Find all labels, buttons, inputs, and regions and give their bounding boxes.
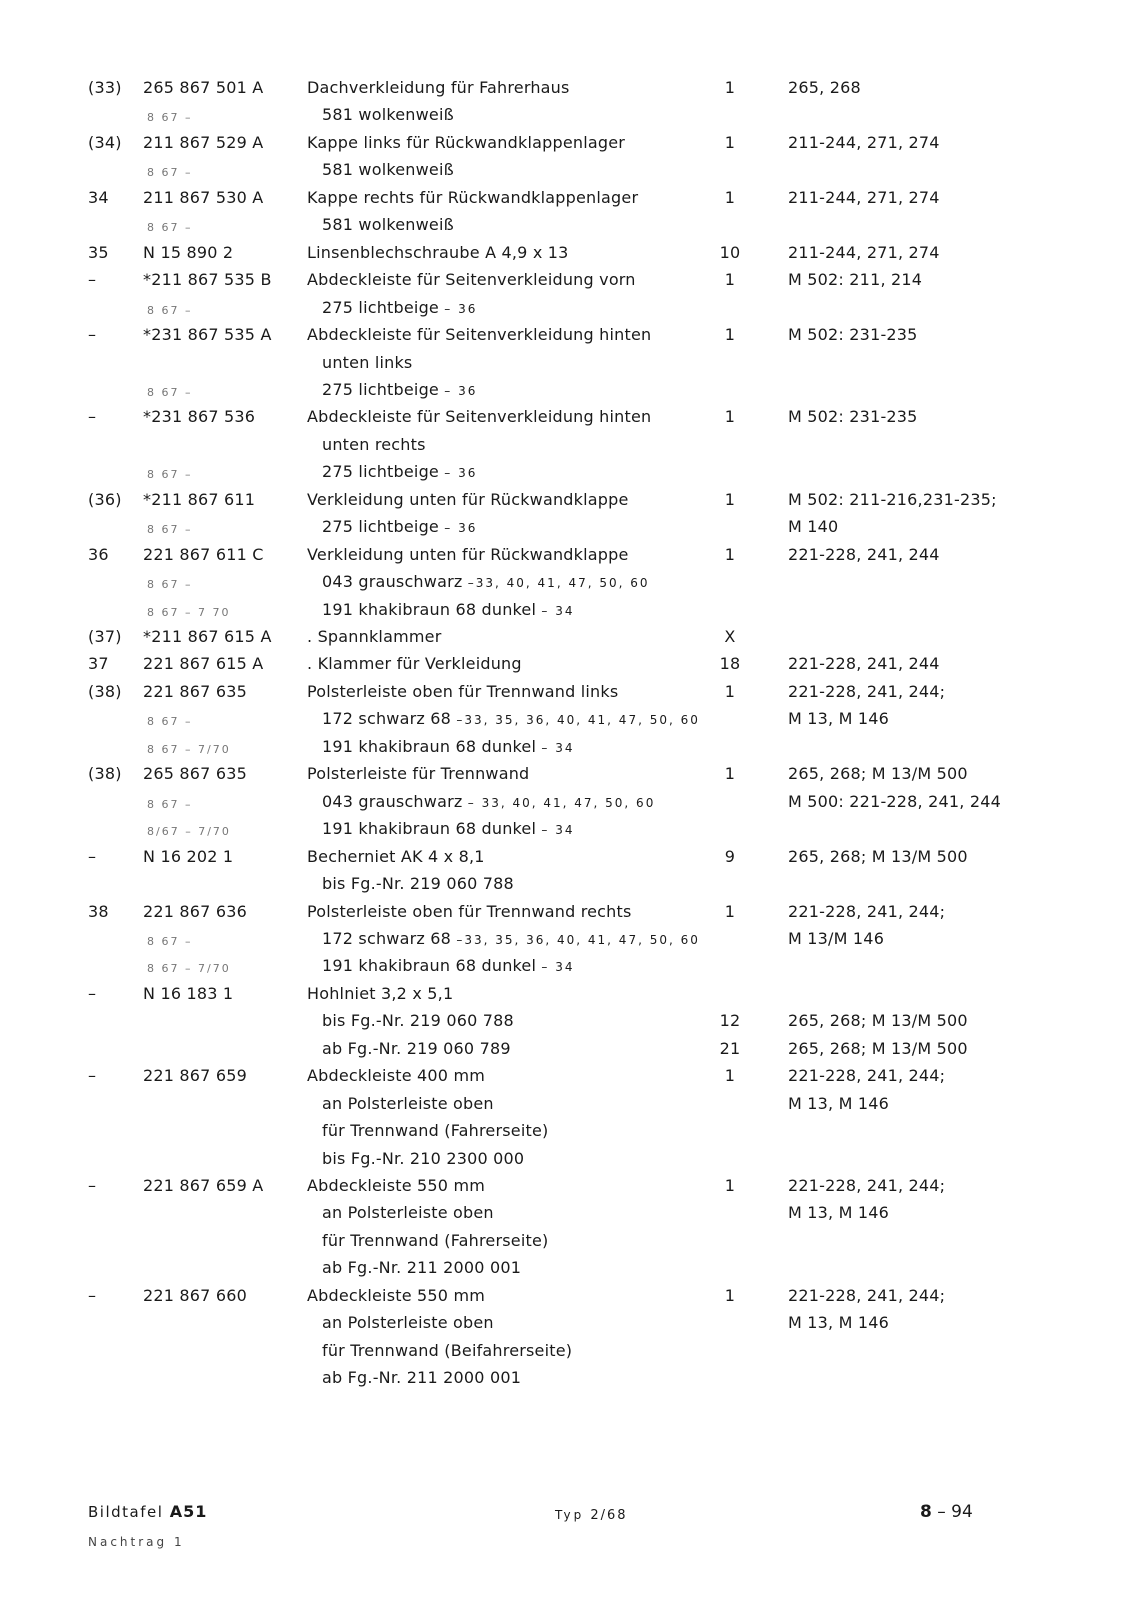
description-text: Polsterleiste oben für Trennwand links — [307, 681, 619, 701]
part-number: N 16 183 1 — [143, 983, 234, 1003]
table-row — [0, 133, 1136, 161]
description — [322, 1039, 511, 1059]
color-codes: –33, 35, 36, 40, 41, 47, 50, 60 — [456, 713, 700, 728]
model-applicability: M 13, M 146 — [788, 709, 890, 729]
position-number: (33) — [88, 78, 122, 97]
description-text: 275 lichtbeige — [322, 297, 439, 317]
model-applicability: 265, 268; M 13/M 500 — [788, 1038, 968, 1058]
date-range: 8 67 – — [147, 385, 193, 399]
position-number: – — [88, 325, 97, 345]
description — [322, 709, 700, 730]
description-text: 581 wolkenweiß — [322, 160, 454, 180]
position-number: 36 — [88, 544, 109, 564]
description — [307, 654, 522, 674]
date-range: 8 67 – — [147, 166, 193, 180]
table-row — [0, 1011, 1136, 1039]
part-number: 211 867 530 A — [143, 187, 264, 207]
description — [322, 380, 477, 401]
part-number: 221 867 659 A — [143, 1176, 264, 1195]
color-codes: –33, 40, 41, 47, 50, 60 — [467, 576, 650, 591]
table-row — [0, 1231, 1136, 1259]
description — [307, 682, 618, 702]
description — [322, 1011, 514, 1031]
description — [322, 1149, 524, 1169]
table-row — [0, 270, 1136, 298]
description-text: Kappe rechts für Rückwandklappenlager — [307, 187, 639, 207]
table-row — [0, 572, 1136, 600]
color-codes: – 34 — [541, 603, 575, 618]
page-section: 8 — [920, 1502, 932, 1522]
position-number: – — [88, 983, 97, 1003]
date-range: 8 67 – 7/70 — [147, 962, 231, 976]
quantity: 1 — [724, 270, 736, 290]
description — [322, 298, 477, 319]
description — [322, 792, 655, 813]
description — [307, 243, 569, 263]
model-applicability: 265, 268; M 13/M 500 — [788, 764, 968, 784]
color-codes: –33, 35, 36, 40, 41, 47, 50, 60 — [456, 932, 700, 947]
part-number: N 16 202 1 — [143, 846, 234, 866]
position-number: (34) — [88, 132, 122, 152]
model-applicability: 221-228, 241, 244 — [788, 544, 940, 564]
date-range: 8 67 – 7 70 — [147, 605, 231, 619]
quantity: 10 — [719, 242, 741, 262]
description — [307, 1066, 485, 1086]
model-applicability: M 500: 221-228, 241, 244 — [788, 791, 1001, 811]
quantity: 21 — [719, 1038, 741, 1058]
position-number: 37 — [88, 654, 109, 674]
description-text: 191 khakibraun 68 dunkel — [322, 956, 537, 976]
footer-nachtrag: Nachtrag 1 — [88, 1535, 185, 1549]
description — [322, 462, 477, 483]
part-number: 221 867 611 C — [143, 544, 264, 564]
description — [307, 984, 453, 1004]
table-row — [0, 654, 1136, 682]
quantity: 1 — [724, 407, 736, 427]
date-range: 8 67 – — [147, 468, 193, 482]
quantity: 1 — [724, 901, 736, 921]
description — [322, 1094, 494, 1114]
quantity: 9 — [724, 846, 736, 866]
description — [322, 874, 514, 894]
description-text: 275 lichtbeige — [322, 462, 439, 482]
color-codes: – 36 — [444, 521, 478, 536]
description — [307, 133, 625, 153]
description-text: an Polsterleiste oben — [322, 1093, 494, 1113]
table-row — [0, 819, 1136, 847]
table-row — [0, 517, 1136, 545]
description — [322, 1121, 548, 1141]
description-text: 043 grauschwarz — [322, 791, 463, 811]
quantity: 1 — [724, 132, 736, 152]
table-row — [0, 600, 1136, 628]
model-applicability: 211-244, 271, 274 — [788, 187, 940, 207]
table-row — [0, 435, 1136, 463]
part-number: 221 867 635 — [143, 681, 247, 701]
description — [307, 325, 651, 345]
date-range: 8/67 – 7/70 — [147, 825, 231, 839]
description-text: 581 wolkenweiß — [322, 215, 454, 235]
description — [322, 105, 454, 125]
date-range: 8 67 – — [147, 797, 193, 811]
table-row — [0, 1341, 1136, 1369]
table-row — [0, 682, 1136, 710]
position-number: – — [88, 846, 97, 866]
table-row — [0, 874, 1136, 902]
description — [307, 627, 441, 647]
date-range: 8 67 – — [147, 221, 193, 235]
model-applicability: M 13, M 146 — [788, 1093, 890, 1113]
quantity: 1 — [724, 489, 736, 509]
description-text: Verkleidung unten für Rückwandklappe — [307, 489, 629, 509]
description-text: Polsterleiste für Trennwand — [307, 764, 530, 784]
description — [322, 1368, 521, 1388]
typ-value: 2/68 — [590, 1508, 628, 1523]
description-text: 172 schwarz 68 — [322, 709, 452, 729]
position-number: 38 — [88, 901, 109, 921]
table-row — [0, 1121, 1136, 1149]
description-text: Hohlniet 3,2 x 5,1 — [307, 983, 454, 1003]
table-row — [0, 737, 1136, 765]
description — [307, 407, 651, 427]
part-number: 265 867 501 A — [143, 78, 264, 97]
model-applicability: M 13, M 146 — [788, 1203, 890, 1223]
model-applicability: M 502: 211, 214 — [788, 270, 923, 290]
description-text: 191 khakibraun 68 dunkel — [322, 599, 537, 619]
table-row — [0, 545, 1136, 573]
footer-page-number — [920, 1502, 973, 1522]
description-text: bis Fg.-Nr. 210 2300 000 — [322, 1148, 525, 1168]
table-row — [0, 956, 1136, 984]
model-applicability: 211-244, 271, 274 — [788, 132, 940, 152]
table-row — [0, 1368, 1136, 1396]
table-row — [0, 764, 1136, 792]
description — [322, 600, 575, 621]
model-applicability: M 502: 231-235 — [788, 325, 918, 345]
description — [322, 160, 454, 180]
table-row — [0, 407, 1136, 435]
description — [322, 353, 412, 373]
description — [322, 956, 575, 977]
description-text: Abdeckleiste 400 mm — [307, 1066, 486, 1086]
model-applicability: 221-228, 241, 244; — [788, 1176, 946, 1195]
quantity: 1 — [724, 325, 736, 345]
description-text: Abdeckleiste 550 mm — [307, 1176, 486, 1195]
table-row — [0, 105, 1136, 133]
table-row — [0, 902, 1136, 930]
footer-bildtafel — [88, 1502, 207, 1521]
typ-label: Typ — [555, 1508, 585, 1522]
description — [322, 1341, 572, 1361]
description-text: unten links — [322, 352, 413, 372]
description-text: 581 wolkenweiß — [322, 105, 454, 125]
footer-typ — [555, 1508, 628, 1523]
quantity: 1 — [724, 681, 736, 701]
color-codes: – 36 — [444, 301, 478, 316]
model-applicability: M 502: 211-216,231-235; — [788, 489, 997, 509]
description-text: ab Fg.-Nr. 211 2000 001 — [322, 1368, 522, 1388]
quantity: 1 — [724, 764, 736, 784]
quantity: 1 — [724, 544, 736, 564]
table-row — [0, 490, 1136, 518]
table-row — [0, 243, 1136, 271]
table-row — [0, 462, 1136, 490]
model-applicability: 221-228, 241, 244; — [788, 901, 946, 921]
model-applicability: 221-228, 241, 244; — [788, 1066, 946, 1086]
model-applicability: 221-228, 241, 244 — [788, 654, 940, 674]
table-row — [0, 1149, 1136, 1177]
table-row — [0, 1176, 1136, 1204]
position-number: (37) — [88, 627, 122, 646]
position-number: (38) — [88, 681, 122, 701]
quantity: 1 — [724, 1066, 736, 1086]
description-text: 275 lichtbeige — [322, 517, 439, 537]
position-number: – — [88, 407, 97, 427]
model-applicability: M 13, M 146 — [788, 1313, 890, 1333]
description — [322, 215, 454, 235]
table-row — [0, 1094, 1136, 1122]
description-text: . Spannklammer — [307, 627, 442, 646]
position-number: (36) — [88, 489, 122, 509]
description — [307, 764, 529, 784]
description — [307, 847, 485, 867]
model-applicability: 221-228, 241, 244; — [788, 681, 946, 701]
model-applicability: M 140 — [788, 517, 839, 537]
model-applicability: 265, 268; M 13/M 500 — [788, 846, 968, 866]
part-number: N 15 890 2 — [143, 242, 234, 262]
position-number: – — [88, 1176, 97, 1195]
table-row — [0, 984, 1136, 1012]
description-text: ab Fg.-Nr. 211 2000 001 — [322, 1258, 522, 1278]
position-number: – — [88, 1066, 97, 1086]
description-text: Verkleidung unten für Rückwandklappe — [307, 544, 629, 564]
table-row — [0, 627, 1136, 655]
description-text: Abdeckleiste für Seitenverkleidung hinten — [307, 325, 652, 345]
position-number: – — [88, 1285, 97, 1305]
description-text: 191 khakibraun 68 dunkel — [322, 819, 537, 839]
table-row — [0, 380, 1136, 408]
description-text: bis Fg.-Nr. 219 060 788 — [322, 1011, 514, 1031]
date-range: 8 67 – — [147, 111, 193, 125]
color-codes: – 34 — [541, 740, 575, 755]
description — [307, 270, 636, 290]
color-codes: – 33, 40, 41, 47, 50, 60 — [467, 795, 656, 810]
part-number: 221 867 659 — [143, 1066, 247, 1086]
description-text: 043 grauschwarz — [322, 572, 463, 592]
part-number: 221 867 615 A — [143, 654, 264, 674]
description — [322, 1258, 521, 1278]
description — [322, 517, 477, 538]
model-applicability: 211-244, 271, 274 — [788, 242, 940, 262]
table-row — [0, 929, 1136, 957]
part-number: *211 867 535 B — [143, 270, 272, 290]
description-text: für Trennwand (Beifahrerseite) — [322, 1340, 573, 1360]
table-row — [0, 1066, 1136, 1094]
table-row — [0, 1286, 1136, 1314]
description-text: 191 khakibraun 68 dunkel — [322, 736, 537, 756]
description — [307, 490, 629, 510]
model-applicability: 265, 268 — [788, 78, 861, 97]
description — [307, 1176, 485, 1196]
description-text: bis Fg.-Nr. 219 060 788 — [322, 874, 514, 894]
page-number: – 94 — [937, 1502, 973, 1522]
table-row — [0, 188, 1136, 216]
bildtafel-value: A51 — [169, 1502, 208, 1521]
description-text: 275 lichtbeige — [322, 379, 439, 399]
quantity: 12 — [719, 1011, 741, 1031]
bildtafel-label: Bildtafel — [88, 1503, 164, 1521]
table-row — [0, 1313, 1136, 1341]
description — [307, 78, 570, 98]
description — [307, 1286, 485, 1306]
model-applicability: M 13/M 146 — [788, 928, 885, 948]
part-number: *231 867 536 — [143, 407, 256, 427]
description-text: unten rechts — [322, 434, 426, 454]
table-row — [0, 353, 1136, 381]
position-number: 34 — [88, 187, 109, 207]
description-text: für Trennwand (Fahrerseite) — [322, 1121, 549, 1141]
description-text: Abdeckleiste für Seitenverkleidung vorn — [307, 270, 636, 290]
description-text: ab Fg.-Nr. 219 060 789 — [322, 1038, 511, 1058]
description — [307, 545, 629, 565]
model-applicability: 265, 268; M 13/M 500 — [788, 1011, 968, 1031]
position-number: – — [88, 270, 97, 290]
description-text: Abdeckleiste 550 mm — [307, 1285, 486, 1305]
date-range: 8 67 – — [147, 934, 193, 948]
date-range: 8 67 – — [147, 303, 193, 317]
description — [322, 1231, 548, 1251]
table-row — [0, 1203, 1136, 1231]
table-row — [0, 1039, 1136, 1067]
quantity: 1 — [724, 1176, 736, 1195]
date-range: 8 67 – 7/70 — [147, 742, 231, 756]
part-number: 265 867 635 — [143, 764, 247, 784]
description — [322, 929, 700, 950]
description-text: . Klammer für Verkleidung — [307, 654, 522, 674]
quantity: 1 — [724, 1285, 736, 1305]
description — [307, 188, 638, 208]
color-codes: – 34 — [541, 960, 575, 975]
table-row — [0, 847, 1136, 875]
description-text: Dachverkleidung für Fahrerhaus — [307, 78, 570, 97]
quantity: 1 — [724, 78, 736, 97]
position-number: (38) — [88, 764, 122, 784]
description — [307, 902, 632, 922]
description — [322, 1203, 494, 1223]
description-text: Polsterleiste oben für Trennwand rechts — [307, 901, 632, 921]
date-range: 8 67 – — [147, 523, 193, 537]
table-row — [0, 792, 1136, 820]
part-number: 221 867 636 — [143, 901, 247, 921]
description-text: Linsenblechschraube A 4,9 x 13 — [307, 242, 569, 262]
description — [322, 435, 426, 455]
table-row — [0, 1258, 1136, 1286]
table-row — [0, 709, 1136, 737]
description-text: für Trennwand (Fahrerseite) — [322, 1230, 549, 1250]
quantity: X — [724, 627, 736, 646]
date-range: 8 67 – — [147, 715, 193, 729]
quantity: 18 — [719, 654, 741, 674]
table-row — [0, 298, 1136, 326]
position-number: 35 — [88, 242, 109, 262]
description-text: an Polsterleiste oben — [322, 1313, 494, 1333]
color-codes: – 36 — [444, 466, 478, 481]
part-number: 221 867 660 — [143, 1285, 247, 1305]
description-text: Abdeckleiste für Seitenverkleidung hinten — [307, 407, 652, 427]
table-row — [0, 215, 1136, 243]
table-row — [0, 78, 1136, 106]
part-number: 211 867 529 A — [143, 132, 264, 152]
description-text: Becherniet AK 4 x 8,1 — [307, 846, 485, 866]
description-text: an Polsterleiste oben — [322, 1203, 494, 1223]
description — [322, 572, 650, 593]
part-number: *231 867 535 A — [143, 325, 272, 345]
part-number: *211 867 611 — [143, 489, 256, 509]
part-number: *211 867 615 A — [143, 627, 272, 646]
color-codes: – 36 — [444, 383, 478, 398]
description — [322, 737, 575, 758]
description-text: Kappe links für Rückwandklappenlager — [307, 132, 626, 152]
description — [322, 819, 575, 840]
table-row — [0, 160, 1136, 188]
model-applicability: M 502: 231-235 — [788, 407, 918, 427]
date-range: 8 67 – — [147, 578, 193, 592]
description-text: 172 schwarz 68 — [322, 928, 452, 948]
model-applicability: 221-228, 241, 244; — [788, 1285, 946, 1305]
color-codes: – 34 — [541, 823, 575, 838]
quantity: 1 — [724, 187, 736, 207]
table-row — [0, 325, 1136, 353]
description — [322, 1313, 494, 1333]
